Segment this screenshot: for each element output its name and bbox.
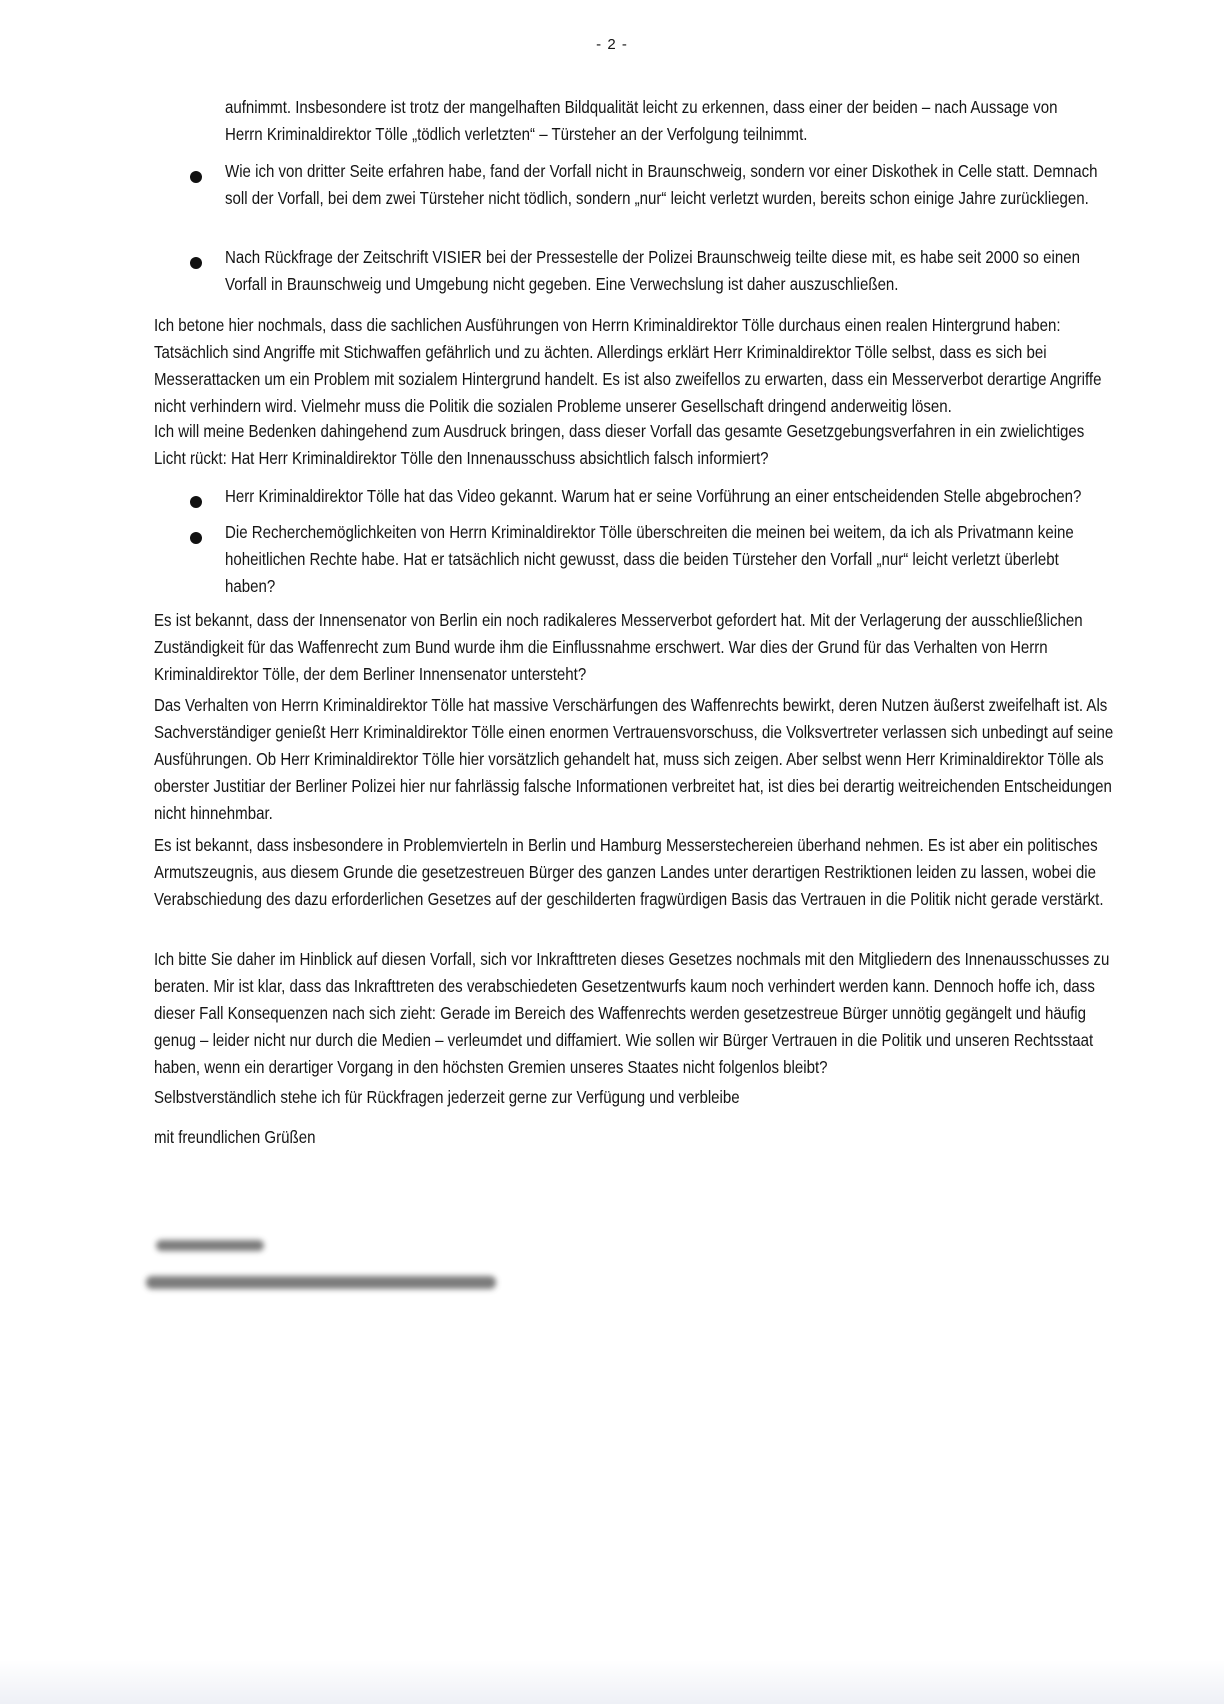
redacted-signature-name	[156, 1240, 264, 1251]
paragraph-bedenken: Ich will meine Bedenken dahingehend zum Ausdruck bringen, dass dieser Vorfall das gesamte Gesetzgebungsverfahren in ein zwielichtiges Licht rückt: Hat Herr Kriminaldirektor Tölle den Innenausschuss absichtlich falsch informiert?	[154, 421, 1085, 468]
bullet-dot	[190, 171, 202, 183]
bullet-item-video: Herr Kriminaldirektor Tölle hat das Video gekannt. Warum hat er seine Vorführung an einer entscheidenden Stelle abgebrochen?	[225, 486, 1082, 506]
paragraph-problemviertel: Es ist bekannt, dass insbesondere in Problemvierteln in Berlin und Hamburg Messerstechereien überhand nehmen. Es ist aber ein politisches Armutszeugnis, aus diesem Grunde die gesetzestreuen Bürger des ganzen Landes unter derartigen Restriktionen leiden zu lassen, wobei die Verabschiedung des dazu erforderlichen Gesetzes auf der geschilderten fragwürdigen Basis das Vertrauen in die Politik nicht gerade verstärkt.	[154, 835, 1104, 909]
bullet-dot	[190, 496, 202, 508]
bullet-dot	[190, 257, 202, 269]
bullet-dot	[190, 532, 202, 544]
paragraph-hintergrund: Ich betone hier nochmals, dass die sachlichen Ausführungen von Herrn Kriminaldirektor Tölle durchaus einen realen Hintergrund haben: Tatsächlich sind Angriffe mit Stichwaffen gefährlich und zu ächten. Allerdings erklärt Herr Kriminaldirektor Tölle selbst, dass es sich bei Messerattacken um ein Problem mit sozialem Hintergrund handelt. Es ist also zweifellos zu erwarten, dass ein Messerverbot derartige Angriffe nicht verhindern wird. Vielmehr muss die Politik die sozialen Probleme unserer Gesellschaft dringend anderweitig lösen.	[154, 315, 1102, 416]
bullet-item-recherche: Die Recherchemöglichkeiten von Herrn Kriminaldirektor Tölle überschreiten die meinen bei weitem, da ich als Privatmann keine hoheitlichen Rechte habe. Hat er tatsächlich nicht gewusst, dass die beiden Türsteher den Vorfall „nur“ leicht verletzt überlebt haben?	[225, 522, 1074, 596]
paragraph-verhalten: Das Verhalten von Herrn Kriminaldirektor Tölle hat massive Verschärfungen des Waffenrechts bewirkt, deren Nutzen äußerst zweifelhaft ist. Als Sachverständiger genießt Herr Kriminaldirektor Tölle einen enormen Vertrauensvorschuss, die Volksvertreter verlassen sich unbedingt auf seine Ausführungen. Ob Herr Kriminaldirektor Tölle hier vorsätzlich gehandelt hat, muss sich zeigen. Aber selbst wenn Herr Kriminaldirektor Tölle als oberster Justitiar der Berliner Polizei hier nur fahrlässig falsche Informationen verbreitet hat, ist dies bei derartig weitreichenden Entscheidungen nicht hinnehmbar.	[154, 695, 1114, 823]
continuation-paragraph: aufnimmt. Insbesondere ist trotz der mangelhaften Bildqualität leicht zu erkennen, dass einer der beiden – nach Aussage von Herrn Kriminaldirektor Tölle „tödlich verletzten“ – Türsteher an der Verfolgung teilnimmt.	[225, 97, 1058, 144]
closing-greeting: mit freundlichen Grüßen	[154, 1127, 316, 1147]
paragraph-bitte: Ich bitte Sie daher im Hinblick auf diesen Vorfall, sich vor Inkrafttreten dieses Gesetzes nochmals mit den Mitgliedern des Innenausschusses zu beraten. Mir ist klar, dass das Inkrafttreten des verabschiedeten Gesetzentwurfs kaum noch verhindert werden kann. Dennoch hoffe ich, dass dieser Fall Konsequenzen nach sich zieht: Gerade im Bereich des Waffenrechts werden gesetzestreue Bürger unnötig gegängelt und häufig genug – leider nicht nur durch die Medien – verleumdet und diffamiert. Wie sollen wir Bürger Vertrauen in die Politik und unseren Rechtsstaat haben, wenn ein derartiger Vorgang in den höchsten Gremien unseres Staates nicht folgenlos bleibt?	[154, 949, 1110, 1077]
bullet-item-visier: Nach Rückfrage der Zeitschrift VISIER bei der Pressestelle der Polizei Braunschweig teilte diese mit, es habe seit 2000 so einen Vorfall in Braunschweig und Umgebung nicht gegeben. Eine Verwechslung ist daher auszuschließen.	[225, 247, 1080, 294]
paragraph-innensenator: Es ist bekannt, dass der Innensenator von Berlin ein noch radikaleres Messerverbot gefordert hat. Mit der Verlagerung der ausschließlichen Zuständigkeit für das Waffenrecht zum Bund wurde ihm die Einflussnahme erschwert. War dies der Grund für das Verhalten von Herrn Kriminaldirektor Tölle, der dem Berliner Innensenator untersteht?	[154, 610, 1083, 684]
paragraph-rueckfragen: Selbstverständlich stehe ich für Rückfragen jederzeit gerne zur Verfügung und verbleibe	[154, 1087, 740, 1107]
redacted-signature-title	[146, 1276, 496, 1289]
scan-edge-shade	[0, 1660, 1224, 1704]
bullet-item-celle: Wie ich von dritter Seite erfahren habe, fand der Vorfall nicht in Braunschweig, sondern vor einer Diskothek in Celle statt. Demnach soll der Vorfall, bei dem zwei Türsteher nicht tödlich, sondern „nur“ leicht verletzt wurden, bereits schon einige Jahre zurückliegen.	[225, 161, 1098, 208]
page-number: - 2 -	[596, 36, 628, 53]
